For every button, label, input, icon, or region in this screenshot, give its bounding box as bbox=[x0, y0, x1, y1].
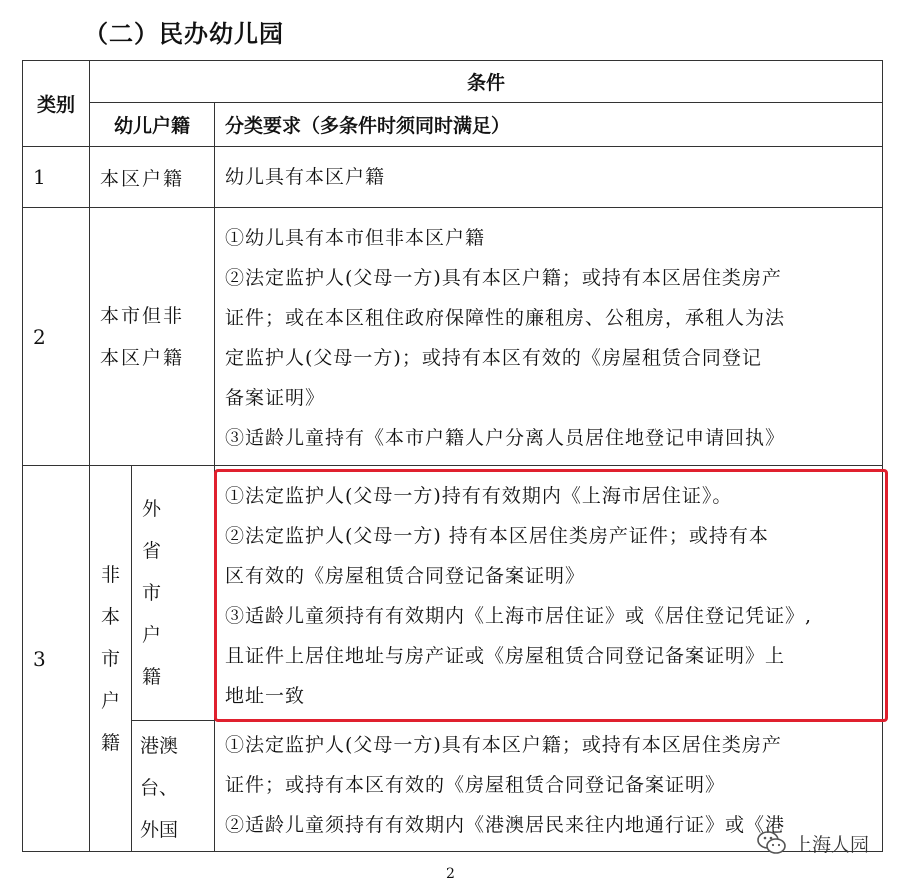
requirement-line: ②适龄儿童须持有有效期内《港澳居民来往内地通行证》或《港 bbox=[225, 814, 786, 836]
watermark bbox=[757, 823, 869, 863]
requirement-line: ②法定监护人(父母一方)具有本区户籍；或持有本区居住类房产 bbox=[225, 266, 782, 289]
requirements-cell bbox=[215, 147, 883, 208]
household-type: 本区户籍 bbox=[90, 147, 215, 208]
table-row bbox=[23, 147, 883, 208]
household-type bbox=[90, 208, 215, 466]
group-char: 市 bbox=[100, 647, 120, 670]
requirement-line: 幼儿具有本区户籍 bbox=[225, 166, 386, 188]
household-line: 本市但非 bbox=[100, 304, 185, 327]
subtype-char: 外国 bbox=[140, 819, 179, 841]
subtype-char: 市 bbox=[142, 582, 162, 604]
section-title: （二）民办幼儿园 bbox=[84, 20, 284, 48]
group-char: 本 bbox=[100, 605, 120, 628]
subtype-char: 港澳 bbox=[140, 735, 179, 757]
table-row bbox=[23, 208, 883, 466]
requirement-line: ③适龄儿童持有《本市户籍人户分离人员居住地登记申请回执》 bbox=[225, 426, 786, 449]
subtype-char: 户 bbox=[142, 624, 162, 646]
admission-conditions-table bbox=[22, 60, 883, 852]
subtype-char: 外 bbox=[142, 498, 162, 520]
header-category: 类别 bbox=[23, 61, 90, 147]
group-char: 非 bbox=[100, 563, 120, 586]
requirement-line: 地址一致 bbox=[225, 685, 306, 707]
requirement-line: 备案证明》 bbox=[225, 386, 326, 409]
requirement-line: 证件；或在本区租住政府保障性的廉租房、公租房，承租人为法 bbox=[225, 306, 786, 329]
row-number: 3 bbox=[23, 466, 90, 852]
household-line: 本区户籍 bbox=[100, 346, 185, 369]
red-highlight-box bbox=[214, 469, 888, 722]
requirement-line: ②法定监护人(父母一方) 持有本区居住类房产证件；或持有本 bbox=[225, 525, 769, 547]
requirement-line: ③适龄儿童须持有有效期内《上海市居住证》或《居住登记凭证》, bbox=[225, 605, 813, 627]
requirement-line: 且证件上居住地址与房产证或《房屋租赁合同登记备案证明》上 bbox=[225, 645, 786, 667]
household-group-label bbox=[90, 466, 132, 852]
table-row bbox=[23, 721, 883, 852]
wechat-icon bbox=[757, 830, 787, 856]
subtype-char: 省 bbox=[142, 540, 162, 562]
requirement-line: ①法定监护人(父母一方)具有本区户籍；或持有本区居住类房产 bbox=[225, 734, 782, 756]
header-child-household: 幼儿户籍 bbox=[90, 103, 215, 147]
row-number: 2 bbox=[23, 208, 90, 466]
subtype-char: 籍 bbox=[142, 666, 162, 688]
subtype-char: 台、 bbox=[140, 777, 179, 799]
header-requirements: 分类要求（多条件时须同时满足） bbox=[215, 103, 883, 147]
requirement-line: ①幼儿具有本市但非本区户籍 bbox=[225, 226, 486, 249]
requirement-line: 定监护人(父母一方)；或持有本区有效的《房屋租赁合同登记 bbox=[225, 346, 762, 369]
requirement-line: 区有效的《房屋租赁合同登记备案证明》 bbox=[225, 565, 586, 587]
page-number: 2 bbox=[446, 866, 455, 882]
requirement-line: ①法定监护人(父母一方)持有有效期内《上海市居住证》。 bbox=[225, 485, 733, 507]
subtype-hk-macau-taiwan-foreign bbox=[132, 721, 215, 852]
requirements-cell bbox=[215, 208, 883, 466]
requirement-line: 证件；或持有本区有效的《房屋租赁合同登记备案证明》 bbox=[225, 774, 726, 796]
group-char: 籍 bbox=[100, 731, 120, 754]
watermark-text: 上海人园 bbox=[793, 833, 870, 856]
group-char: 户 bbox=[100, 689, 120, 712]
header-conditions: 条件 bbox=[90, 61, 883, 103]
subtype-other-province bbox=[132, 466, 215, 721]
row-number: 1 bbox=[23, 147, 90, 208]
